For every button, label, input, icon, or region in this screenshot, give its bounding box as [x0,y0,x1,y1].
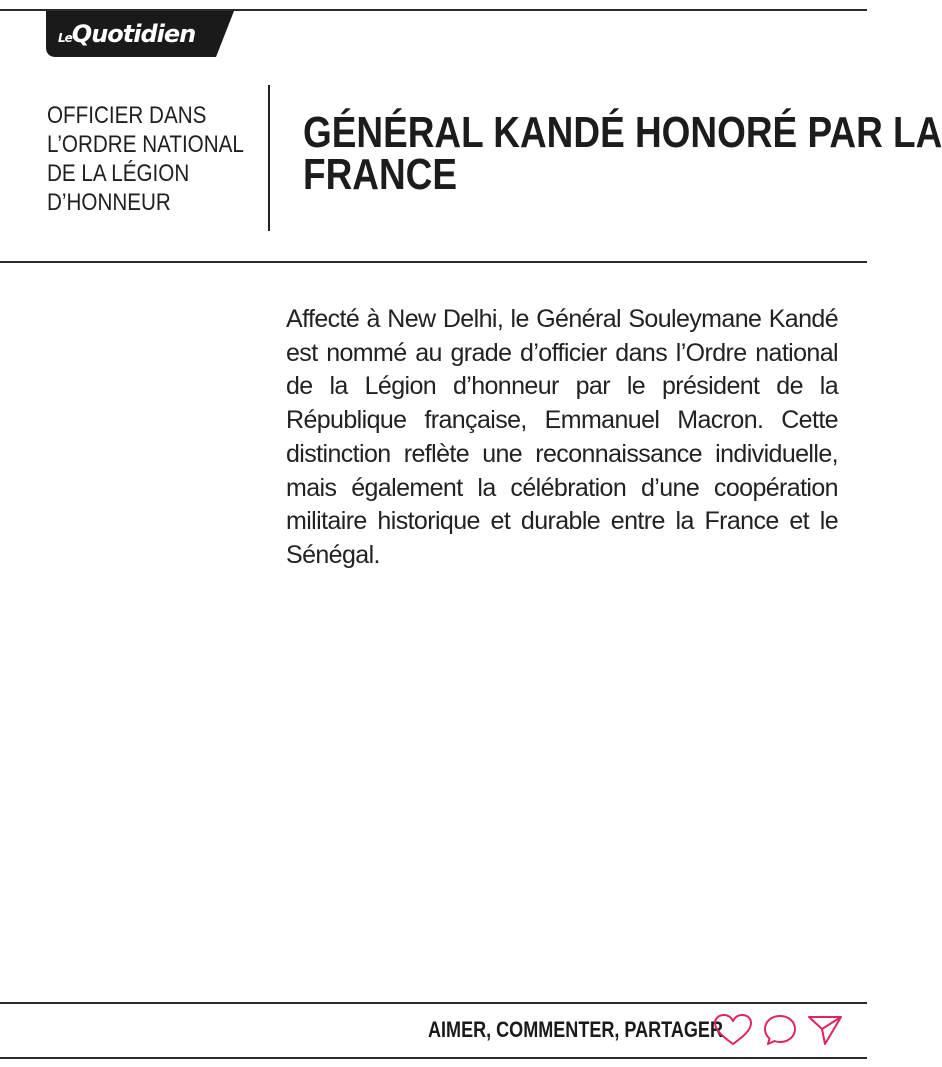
logo-name: Quotidien [71,20,196,48]
article-body: Affecté à New Delhi, le Général Souleymane Kandé est nommé au grade d’officier dans l’Ordre national de la Légion d’honneur par le président de la République française, Emmanuel Macron. Cette distinction reflète une reconnaissance individuelle, mais également la célébration d’une coopération militaire historique et durable entre la France et le Sénégal. [286,305,838,569]
headline-line: FRANCE [303,150,457,199]
logo-prefix: Le [58,31,72,45]
kicker-line: L’ORDRE NATIONAL [47,131,244,158]
engagement-cta: AIMER, COMMENTER, PARTAGER [428,1017,723,1042]
footer-rule-top [0,1002,867,1004]
article-kicker [47,101,244,217]
heart-icon[interactable] [713,1013,753,1047]
article-headline [303,108,942,199]
kicker-line: OFFICIER DANS [47,102,207,129]
send-icon[interactable] [806,1013,844,1047]
footer-rule-bottom [0,1057,867,1059]
brand-logo[interactable] [46,11,234,57]
kicker-line: DE LA LÉGION [47,160,190,187]
kicker-line: D’HONNEUR [47,189,171,216]
header-rule [0,261,867,263]
header-divider [268,85,270,231]
logo-text [58,17,195,55]
headline-line: GÉNÉRAL KANDÉ HONORÉ PAR LA [303,108,942,157]
comment-icon[interactable] [762,1013,798,1047]
